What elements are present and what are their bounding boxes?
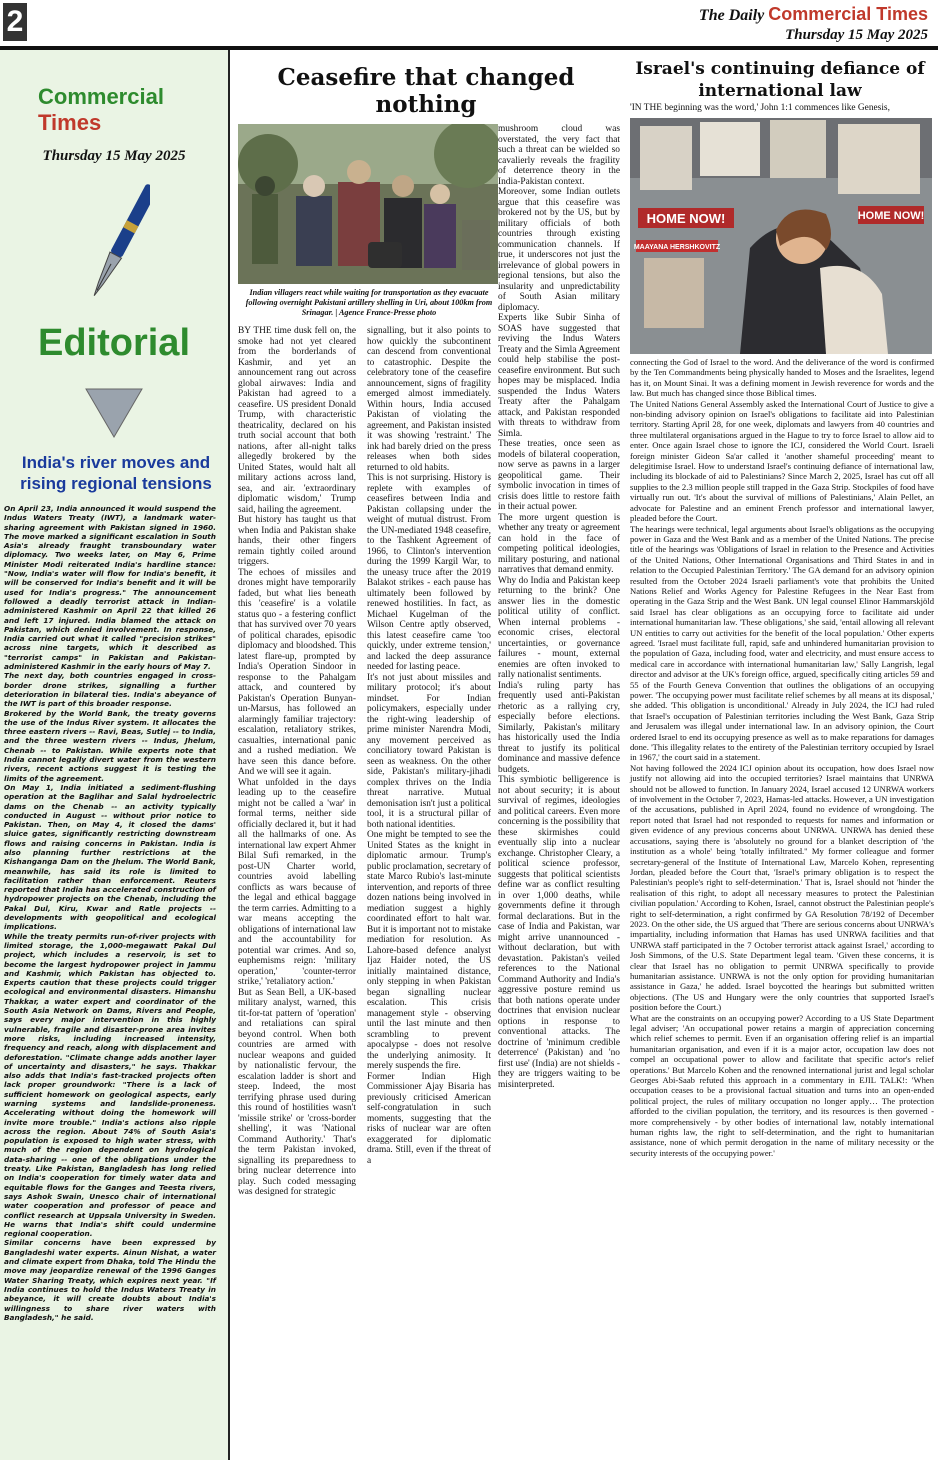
photo-sign-text: MAAYANA HERSHKOVITZ <box>633 244 721 251</box>
article1-paragraph: India's ruling party has frequently used anti-Pakistan rhetoric as a rallying cry, especially before elections. Similarly, Pakistan's military has historically used the India threat to justify its political dominance and massive defence budgets. <box>498 680 620 775</box>
masthead-prefix: The Daily <box>698 7 765 24</box>
article1-paragraph: Why do India and Pakistan keep returning to the brink? One answer lies in the domestic political utility of conflict. When internal problems - economic crises, electoral uncertainties, or governance failures - mount, external enemies are often invoked to rally nationalist sentiments. <box>498 575 620 680</box>
article1-paragraph: One might be tempted to see the United States as the knight in diplomatic armour. Trump's public proclamation, secretary of state Marco Rubio's last-minute intervention, and reports of three dozen nations being involved in mediation suggest a highly coordinated effort to halt war. But it is important not to mistake mediation for resolution. As Lahore-based defence analyst Ijaz Haider noted, the US initially maintained distance, only stepping in when Pakistan began signalling nuclear escalation. This crisis management style - observing until the last minute and then scrambling to prevent apocalypse - does not resolve the underlying animosity. It merely suspends the fire. <box>367 830 491 1071</box>
masthead <box>699 4 928 44</box>
editorial-column <box>0 50 230 1460</box>
masthead-title <box>699 4 928 25</box>
article1-paragraph: This is not surprising. History is replete with examples of ceasefires between India and Pakistan collapsing under the weight of mutual distrust. From the UN-mediated 1948 ceasefire, to the Tashkent Agreement of 1966, to Clinton's intervention during the 1999 Kargil War, to the uneasy truce after the 2019 Balakot strikes - each pause has ultimately been followed by renewed hostilities. In fact, as Michael Kugelman of the Wilson Centre aptly observed, this latest ceasefire came 'too quickly, under extreme tension,' and lacked the deep assurance needed for lasting peace. <box>367 473 491 672</box>
fountain-pen-icon <box>90 176 150 316</box>
article1-headline: Ceasefire that changed nothing <box>277 64 575 118</box>
editorial-date: Thursday 15 May 2025 <box>42 148 186 164</box>
article1-paragraph: The echoes of missiles and drones might have temporarily faded, but what lies beneath this 'ceasefire' is a volatile status quo - a festering conflict that has survived over 70 years of political charades, episodic diplomacy and bloodshed. This latest flare-up, prompted by India's Operation Sindoor in response to the Pahalgam attack, and countered by Pakistan's Operation Bunyan-un-Marsus, has followed an alarmingly familiar trajectory: escalation, retaliatory strikes, casualties, international panic and a rushed mediation. We have seen this dance before. And we will see it again. <box>238 567 356 777</box>
article1-paragraph: Former Indian High Commissioner Ajay Bisaria has previously criticised American self-congratulation in such moments, suggesting that the risks of nuclear war are often exaggerated for diplomatic drama. Still, even if the threat of a <box>367 1071 491 1166</box>
logo-word-times: Times <box>38 110 102 135</box>
article1-paragraph: These treaties, once seen as models of bilateral cooperation, now serve as pawns in a larger geopolitical game. Their symbolic invocation in times of crisis does little to restore faith in their actual power. <box>498 439 620 512</box>
article1-paragraph: Moreover, some Indian outlets argue that this ceasefire was brokered not by the US, but by military officials of both countries through existing communication channels. If true, it underscores not just the irrelevance of global powers in regional tensions, but also the insularity and unpredictability of South Asian military diplomacy. <box>498 187 620 313</box>
article1-paragraph: But history has taught us that when India and Pakistan shake hands, their other fingers remain tightly coiled around triggers. <box>238 515 356 567</box>
article1-column-2 <box>367 326 491 1166</box>
article1-photo-caption: Indian villagers react while waiting for transportation as they evacuate following overnight Pakistani artillery shelling in Uri, about 100km from Srinagar. | Agence France-Presse photo <box>245 288 493 317</box>
article2-body <box>630 357 934 1158</box>
photo-sign-text: HOME NOW! <box>646 211 726 226</box>
editorial-paragraph: Similar concerns have been expressed by Bangladeshi water experts. Ainun Nishat, a water and climate expert from Dhaka, told The Hindu the move may jeopardize renewal of the 1996 Ganges Water Sharing Treaty, which expires next year. "If India continues to hold the Indus Waters Treaty in abeyance, it will create doubts about India's willingness to share river waters with Bangladesh," he said. <box>4 1238 216 1322</box>
editorial-paragraph: On April 23, India announced it would suspend the Indus Waters Treaty (IWT), a landmark water-sharing agreement with Pakistan signed in 1960. The move marked a significant escalation in South Asia's already fraught transboundary water diplomacy. Two weeks later, on May 6, Prime Minister Modi reiterated India's hardline stance: "Now, India's water will flow for India's benefit, it will be conserved for India's benefit and it will be used for India's progress." The announcement followed a deadly terrorist attack in Indian-administered Kashmir on April 22 that killed 26 and left 17 injured. India blamed the attack on Pakistan, which denied involvement. In response, India carried out what it called "precision strikes" across nine targets, which it described as "terrorist camps" in Pakistan and Pakistan-administered Kashmir in the early hours of May 7. <box>4 504 216 672</box>
article1-paragraph: mushroom cloud was overstated, the very fact that such a threat can be wielded so cavalierly reveals the fragility of deterrence theory in the India-Pakistan context. <box>498 124 620 187</box>
article1-column-1 <box>238 326 356 1198</box>
article1-paragraph: BY THE time dusk fell on, the smoke had not yet cleared from the borderlands of Kashmir, and yet an announcement rang out across global airwaves: India and Pakistan had agreed to a ceasefire. US president Donald Trump, with characteristic theatricality, declared on his truth social account that both nations, after all-night talks allegedly brokered by the United States, would halt all military actions across land, sea, and air. 'extraordinary diplomatic wisdom,' Trump said, hailing the agreement. <box>238 326 356 515</box>
logo-word-commercial: Commercial <box>38 84 164 109</box>
article2-paragraph: connecting the God of Israel to the word. And the deliverance of the word is confirmed by the Ten Commandments being physically handed to Moses and the Israelites, legend has it, on Mount Sinai. It was a defining moment in Jewish reverence for words and the law. But much has changed since those Biblical times. <box>630 357 934 399</box>
down-arrow-icon <box>82 385 146 441</box>
editorial-section-label: Editorial <box>37 322 191 364</box>
article1-paragraph: It's not just about missiles and military protocol; it's about mindset. For Indian policymakers, especially under the right-wing leadership of prime minister Narendra Modi, any movement perceived as conciliatory toward Pakistan is seen as weakness. On the other side, Pakistan's military-jihadi complex thrives on the India threat narrative. Mutual demonisation isn't just a political tool, it is a structural pillar of both national identities. <box>367 672 491 830</box>
article1-photo <box>238 124 498 284</box>
editorial-paragraph: On May 1, India initiated a sediment-flushing operation at the Baglihar and Salal hydroelectric dams on the Chenab -- an activity typically conducted in August -- without prior notice to Pakistan. Then, on May 4, it closed the dams' sluice gates, significantly restricting downstream flows and raising concerns in Pakistan. India is also planning further restrictions at the Kishanganga Dam on the Jhelum. The World Bank, meanwhile, has said its role is limited to facilitation rather than enforcement. Reuters reported that India has accelerated construction of hydropower projects on the Chenab, including the Pakal Dul, Kiru, Kwar and Ratle projects -- developments with geopolitical and ecological implications. <box>4 782 216 932</box>
article1-paragraph: signalling, but it also points to how quickly the subcontinent can descend from conventional to catastrophic. Despite the celebratory tone of the ceasefire announcement, signs of fragility emerged almost immediately. Within hours, India accused Pakistan of violating the agreement, and Pakistan insisted it was showing 'restraint.' The ink had barely dried on the press releases when both sides returned to old habits. <box>367 326 491 473</box>
article2-paragraph: The United Nations General Assembly asked the International Court of Justice to give a non-binding advisory opinion on Israel's obligations to facilitate aid into Palestinian territory. Starting April 28, for one week, diplomats and lawyers from 40 countries and three multilateral organisations argued in the Hague to try to force Israel to allow aid to enter. Once again Israel chose to ignore the ICJ, considered the World Court. Israeli foreign minister Gideon Sa'ar called it 'another shameful proceeding' meant to delegitimise Israel. How to understand Israel's continuing defiance of international law, including its blockade of aid to Palestinians? Since March 2, 2025, Israel has cut off all supplies to the 2.3 million people still trapped in the Gaza Strip. Stockpiles of food have virtually run out. 'It's about the survival of millions of Palestinians,' Alain Pellet, an advocate for Palestine and an eminent French professor and international lawyer, pleaded before the Court. <box>630 398 934 524</box>
article1-column-3 <box>498 124 620 1090</box>
article1-paragraph: Experts like Subir Sinha of SOAS have suggested that reviving the Indus Waters Treaty and the Simla Agreement could help stabilise the post-ceasefire environment. But such hopes may be misplaced. India suspended the Indus Waters Treaty after the Pahalgam attack, and Pakistan responded with threats to withdraw from Simla. <box>498 313 620 439</box>
article2-photo <box>630 118 932 354</box>
article2-headline: Israel's continuing defiance of international law <box>635 59 925 101</box>
editorial-logo <box>38 84 228 136</box>
photo-sign-text: HOME NOW! <box>857 210 925 222</box>
article1-paragraph: But as Sean Bell, a UK-based military analyst, warned, this tit-for-tat pattern of 'operation' and retaliations can spiral beyond control. When both countries are armed with nuclear weapons and guided by nationalistic fervour, the escalation ladder is short and steep. Indeed, the most terrifying phrase used during this round of hostilities wasn't 'missile strike' or 'cross-border shelling', it was 'National Command Authority.' That's the term Pakistan invoked, signalling its preparedness to bring nuclear deterrence into play. Such coded messaging was designed for strategic <box>238 987 356 1197</box>
masthead-date: Thursday 15 May 2025 <box>785 27 928 43</box>
article2-paragraph: The hearings were technical, legal arguments about Israel's obligations as the occupying power in Gaza and the West Bank and as a member of the United Nations. The precise title of the hearings was 'Obligations of Israel in relation to the Presence and Activities of the United Nations, Other International Organisations and Third States in and in relation to the Occupied Palestinian Territory.' The GA demand for an advisory opinion resulted from the October 2024 Israeli parliament's vote that prohibits the United Nations Relief and Works Agency for Palestine Refugees in the Near East from operating in the Gaza Strip and the West Bank. UN legal counsel Elinor Hammarskjöld said Israel has clear obligations as an occupying force to facilitate aid under international humanitarian law. 'These obligations,' she said, 'entail allowing all relevant UN entities to carry out activities for the benefit of the local population.' Other experts agreed. 'Israel must facilitate full, rapid, safe and unhindered humanitarian provision to the population of Gaza, including food, water and electricity, and must ensure access to medical care in accordance with international humanitarian law,' Sally Langrish, legal director and advisor at the UK's foreign office, argued, specifically citing articles 59 and 55 of the Fourth Geneva Convention that outlines the obligations of an occupying power. 'The occupying power must facilitate relief schemes by all means at its disposal,' she added. 'This obligation is unconditional.' Already in July 2024, the ICJ had ruled that Israel's occupation of Palestinian territories including the West Bank, Gaza Strip and Jerusalem was illegal under international law. In an advisory opinion, the Court ordered Israel to end its occupying presence as well as to make reparations for damages done. 'This illegality relates to the entirety of the Palestinian territory occupied by Israel in 1967,' the court said in a statement. <box>630 523 934 763</box>
article2-paragraph: What are the constraints on an occupying power? According to a US State Department legal adviser; 'An occupational power retains a margin of appreciation concerning which relief schemes to permit. Even if an organisation offering relief is an impartial humanitarian organisation, and even if it is a major actor, occupation law does not compel an occupational power to allow and facilitate that specific actor's relief operations.' But Marcelo Kohen and the renowned international jurist and legal scholar Georges Abi-Saab refuted this approach in a commentary in EJIL TALK!: 'When occupation ceases to be a provisional factual situation and turns into an open-ended political project, the rules of military occupation no longer apply… The protection afforded to the civilian population, the territory, and its resources is then governed - more comprehensively - by other bodies of international law, notably international human rights law, the right to self-determination, and the right to humanitarian assistance, none of which permit derogation in the name of military necessity or the security interests of the occupying power.' <box>630 1012 934 1158</box>
editorial-headline: India's river moves and rising regional tensions <box>20 453 212 493</box>
editorial-paragraph: The next day, both countries engaged in cross-border drone strikes, signalling a further deterioration in bilateral ties. India's abeyance of the IWT is part of this broader response. <box>4 671 216 709</box>
editorial-body <box>4 504 216 1322</box>
article2-paragraph: Not having followed the 2024 ICJ opinion about its occupation, how does Israel now justify not allowing aid into the occupied territories? Israel maintains that UNRWA should not be allowed to function. In January 2024, Israel accused 12 UNRWA workers of involvement in the October 7, 2023, Hamas-led attacks. However, a UN investigation of the accusations, published in April 2024, found no evidence of wrongdoing. The report noted that Israel had not responded to requests for names and information or given evidence of any previous concerns about UNRWA. UNRWA has denied these accusations, saying there is 'absolutely no ground for a blanket description of 'the institution as a whole' being 'totally infiltrated.'' My former colleague and former secretary-general of the Institute of International Law, Marcelo Kohen, representing Jordan, pleaded before the Court that, 'Israel's primary obligation is to respect the Palestinian's people's right to self-determination.' That is, Israel should not 'hinder the realisation of this right, to adopt all necessary measures to protect the Palestinian civilian population.' According to Kohen, Israel, cannot obstruct the Palestinian people's right to self-determination, a right confirmed by GA Resolution 78/192 of December 2023. On the other side, the US argued that 'There are serious concerns about UNRWA's impartiality, including information that Hamas has used UNRWA facilities and that UNRWA staff participated in the 7 October terrorist attack against Israel,' according to Josh Simmons, of the U.S. State Department legal team. 'Given these concerns, it is clear that Israel has no obligation to permit UNRWA specifically to provide humanitarian assistance. UNRWA is not the only option for providing humanitarian assistance in Gaza,' he added. Israel boycotted the hearings but submitted written objections. (The US and Hungary were the only countries that supported Israel's position before the Court.) <box>630 762 934 1013</box>
article2-lead: 'IN THE beginning was the word,' John 1:1 commences like Genesis, <box>630 103 890 113</box>
masthead-brand: Commercial Times <box>768 4 928 24</box>
editorial-paragraph: Brokered by the World Bank, the treaty governs the use of the Indus River system. It allocates the three eastern rivers -- Ravi, Beas, Sutlej -- to India, and the three western rivers -- Indus, Jhelum, Chenab -- to Pakistan. While experts note that India cannot legally divert water from the western rivers, recent actions suggest it is testing the limits of the agreement. <box>4 708 216 783</box>
article1-paragraph: The more urgent question is whether any treaty or agreement can hold in the face of competing political ideologies, military posturing, and national narratives that demand enmity. <box>498 512 620 575</box>
article1-paragraph: What unfolded in the days leading up to the ceasefire might not be called a 'war' in formal terms, neither side officially declared it, but it had all the hallmarks of one. As international law expert Ahmer Bilal Sufi remarked, in the post-UN Charter world, countries avoid labelling conflicts as wars because of the legal and ethical baggage the term carries. Admitting to a war means accepting the obligations of international law and the accountability for potential war crimes. And so, euphemisms reign: 'military operation,' 'counter-terror strike,' 'retaliatory action.' <box>238 777 356 987</box>
editorial-paragraph: While the treaty permits run-of-river projects with limited storage, the 1,000-megawatt Pakal Dul project, which includes a reservoir, is set to become the largest hydropower project in Jammu and Kashmir, which Pakistan has objected to. Experts caution that these projects could trigger ecological and environmental disasters. Himanshu Thakkar, a water expert and coordinator of the South Asia Network on Dams, Rivers and People, says every major intervention in this highly vulnerable, fragile and disaster-prone area invites more risks, including increased intensity, frequency and reach, along with displacement and deforestation. "Climate change adds another layer of uncertainty and disasters," he says. Thakkar also adds that India's fast-tracked projects often lack proper groundwork: "There is a lack of sufficient homework on geological aspects, early warning systems and landslide-proneness. Accelerating without doing the homework will invite more trouble." India's actions also ripple across the region. About 74% of South Asia's population is exposed to high water stress, with much of the region dependent on hydrological data-sharing -- one of the obligations under the treaty. Like Pakistan, Bangladesh has long relied on India's cooperation for timely water data and equitable flows for the Ganges and Teesta rivers, says Ashok Swain, Unesco chair of international water cooperation and professor of peace and conflict research at Uppsala University in Sweden. He warns that India's shift could undermine regional cooperation. <box>4 931 216 1239</box>
article1-paragraph: This symbiotic belligerence is not about security; it is about survival of regimes, ideologies and political careers. Even more concerning is the possibility that these skirmishes could eventually slip into a nuclear exchange. Christopher Cleary, a political science professor, suggests that political scientists define war as conflict resulting in over 1,000 deaths, while governments define it through formal declarations. But in the case of India and Pakistan, war might arrive unannounced - without declaration, but with devastation. Pakistan's veiled references to the National Command Authority and India's aggressive posture remind us that both nations operate under doctrines that envision nuclear options in response to conventional attacks. The doctrine of 'minimum credible deterrence' (Pakistan) and 'no first use' (India) are not shields - they are triggers waiting to be misinterpreted. <box>498 775 620 1090</box>
page-number: 2 <box>3 3 27 41</box>
